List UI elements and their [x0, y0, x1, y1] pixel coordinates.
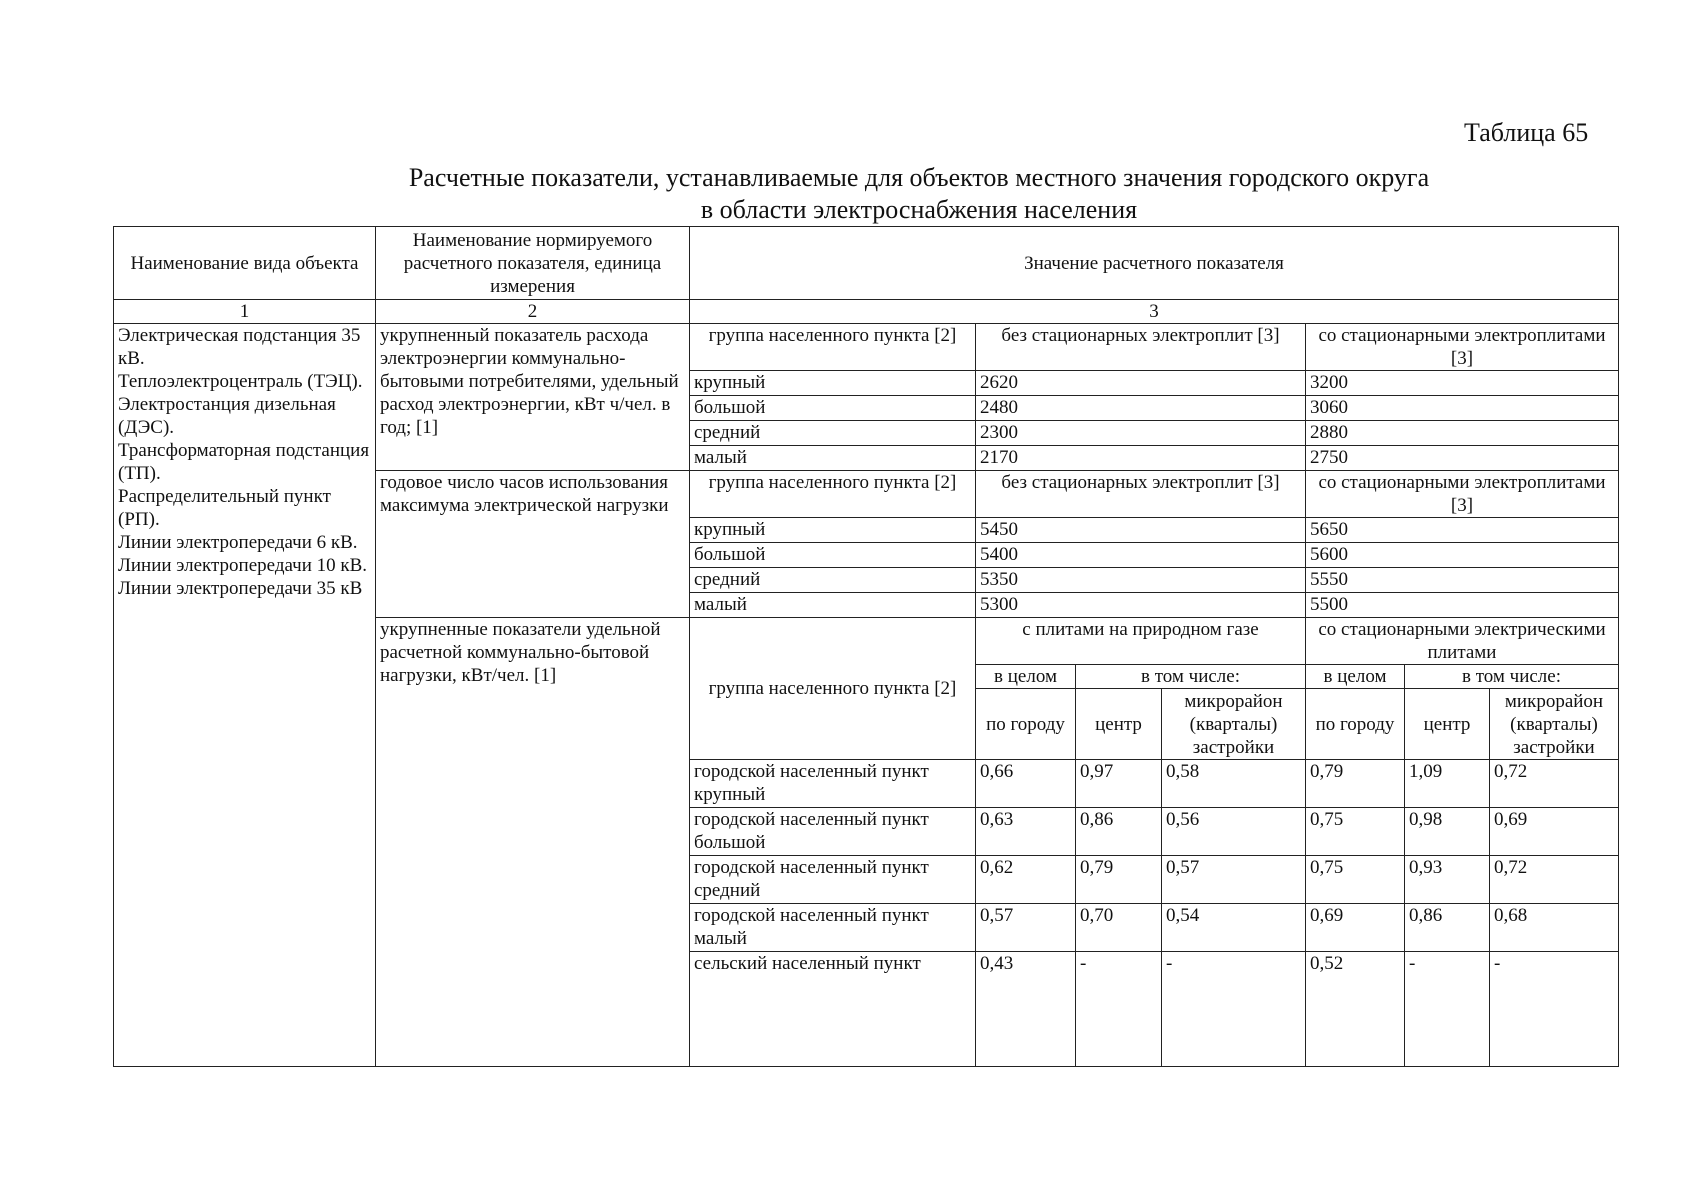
section1-header-group: группа населенного пункта [2] [690, 324, 976, 371]
section2-group: средний [690, 568, 976, 593]
header-indicator-name: Наименование нормируемого расчетного показателя, единица измерения [376, 227, 690, 300]
section3-gas-center: 0,79 [1076, 856, 1162, 904]
section2-without-value: 5300 [976, 593, 1306, 618]
section1-without-value: 2480 [976, 396, 1306, 421]
section3-gas-total-header: в целом [976, 665, 1076, 689]
section3-electric-micro: - [1490, 952, 1619, 1067]
table-title [113, 162, 1694, 226]
section1-indicator: укрупненный показатель расхода электроэнергии коммунально-бытовыми потребителями, удельный расход электроэнергии, кВт ч/чел. в год; [1] [376, 324, 690, 471]
section1-header-without-stoves: без стационарных электроплит [3] [976, 324, 1306, 371]
section2-group: малый [690, 593, 976, 618]
section3-group: городской населенный пункт малый [690, 904, 976, 952]
section2-header-group: группа населенного пункта [2] [690, 471, 976, 518]
section1-without-value: 2300 [976, 421, 1306, 446]
section1-without-value: 2170 [976, 446, 1306, 471]
section3-gas-city: 0,62 [976, 856, 1076, 904]
section3-group: городской населенный пункт крупный [690, 760, 976, 808]
section1-header-with-stoves: со стационарными электроплитами [3] [1306, 324, 1619, 371]
section3-electric-micro: 0,69 [1490, 808, 1619, 856]
table-number: Таблица 65 [1464, 118, 1589, 147]
section3-electric-center: 1,09 [1405, 760, 1490, 808]
section3-electric-center: 0,93 [1405, 856, 1490, 904]
header-object-kind: Наименование вида объекта [114, 227, 376, 300]
section3-electric-micro: 0,72 [1490, 856, 1619, 904]
section3-group: городской населенный пункт большой [690, 808, 976, 856]
section1-without-value: 2620 [976, 371, 1306, 396]
section3-group: сельский населенный пункт [690, 952, 976, 1067]
section1-with-value: 3200 [1306, 371, 1619, 396]
section3-gas-city: 0,43 [976, 952, 1076, 1067]
section3-electric-city: 0,69 [1306, 904, 1405, 952]
section3-gas-city-header: по городу [976, 689, 1076, 760]
section3-gas-including-header: в том числе: [1076, 665, 1306, 689]
section3-gas-center-header: центр [1076, 689, 1162, 760]
section3-gas-city: 0,66 [976, 760, 1076, 808]
section1-group: большой [690, 396, 976, 421]
section1-with-value: 3060 [1306, 396, 1619, 421]
header-number-3: 3 [690, 300, 1619, 324]
section1-with-value: 2880 [1306, 421, 1619, 446]
section3-electric-city-header: по городу [1306, 689, 1405, 760]
section3-electric-city: 0,75 [1306, 856, 1405, 904]
header-indicator-value: Значение расчетного показателя [690, 227, 1619, 300]
section3-gas-micro: - [1162, 952, 1306, 1067]
section3-group: городской населенный пункт средний [690, 856, 976, 904]
section3-header-group: группа населенного пункта [2] [690, 618, 976, 760]
section3-electric-micro-header: микрорайон (кварталы) застройки [1490, 689, 1619, 760]
section3-electric-center: 0,86 [1405, 904, 1490, 952]
section3-electric-center: - [1405, 952, 1490, 1067]
section3-electric-total-header: в целом [1306, 665, 1405, 689]
section1-group: средний [690, 421, 976, 446]
section2-group: большой [690, 543, 976, 568]
section3-gas-center: 0,86 [1076, 808, 1162, 856]
section3-gas-center: - [1076, 952, 1162, 1067]
section3-electric-city: 0,75 [1306, 808, 1405, 856]
section2-group: крупный [690, 518, 976, 543]
section1-group: крупный [690, 371, 976, 396]
object-kinds-cell [114, 324, 376, 1067]
section3-gas-micro: 0,56 [1162, 808, 1306, 856]
header-number-1: 1 [114, 300, 376, 324]
section2-with-value: 5600 [1306, 543, 1619, 568]
section2-header-with-stoves: со стационарными электроплитами [3] [1306, 471, 1619, 518]
section3-electric-micro: 0,72 [1490, 760, 1619, 808]
section1-with-value: 2750 [1306, 446, 1619, 471]
section2-indicator: годовое число часов использования максимума электрической нагрузки [376, 471, 690, 618]
section3-header-electric-stoves: со стационарными электрическими плитами [1306, 618, 1619, 665]
section2-without-value: 5450 [976, 518, 1306, 543]
section2-with-value: 5550 [1306, 568, 1619, 593]
section3-gas-city: 0,63 [976, 808, 1076, 856]
section2-without-value: 5400 [976, 543, 1306, 568]
section3-gas-center: 0,70 [1076, 904, 1162, 952]
section2-with-value: 5650 [1306, 518, 1619, 543]
section3-electric-city: 0,52 [1306, 952, 1405, 1067]
section3-gas-center: 0,97 [1076, 760, 1162, 808]
section3-gas-micro: 0,54 [1162, 904, 1306, 952]
section1-group: малый [690, 446, 976, 471]
section3-electric-center: 0,98 [1405, 808, 1490, 856]
section3-electric-city: 0,79 [1306, 760, 1405, 808]
section3-indicator: укрупненные показатели удельной расчетной коммунально-бытовой нагрузки, кВт/чел. [1] [376, 618, 690, 1067]
section3-electric-center-header: центр [1405, 689, 1490, 760]
header-number-2: 2 [376, 300, 690, 324]
section3-electric-micro: 0,68 [1490, 904, 1619, 952]
section3-electric-including-header: в том числе: [1405, 665, 1619, 689]
title-line-2: в области электроснабжения населения [700, 195, 1138, 224]
section2-without-value: 5350 [976, 568, 1306, 593]
title-line-1: Расчетные показатели, устанавливаемые для объектов местного значения городского округа [408, 163, 1430, 192]
section2-with-value: 5500 [1306, 593, 1619, 618]
section3-gas-micro: 0,58 [1162, 760, 1306, 808]
section3-header-gas-stoves: с плитами на природном газе [976, 618, 1306, 665]
indicator-table [113, 226, 1619, 1067]
section3-gas-micro: 0,57 [1162, 856, 1306, 904]
section3-gas-micro-header: микрорайон (кварталы) застройки [1162, 689, 1306, 760]
section2-header-without-stoves: без стационарных электроплит [3] [976, 471, 1306, 518]
section3-gas-city: 0,57 [976, 904, 1076, 952]
object-kinds-list: Электрическая подстанция 35 кВ. Теплоэлектроцентраль (ТЭЦ). Электростанция дизельная (ДЭС). Трансформаторная подстанция (ТП). Распределительный пункт (РП). Линии электропередачи 6 кВ. Линии электропередачи 10 кВ. Линии электропередачи 35 кВ [118, 325, 370, 599]
